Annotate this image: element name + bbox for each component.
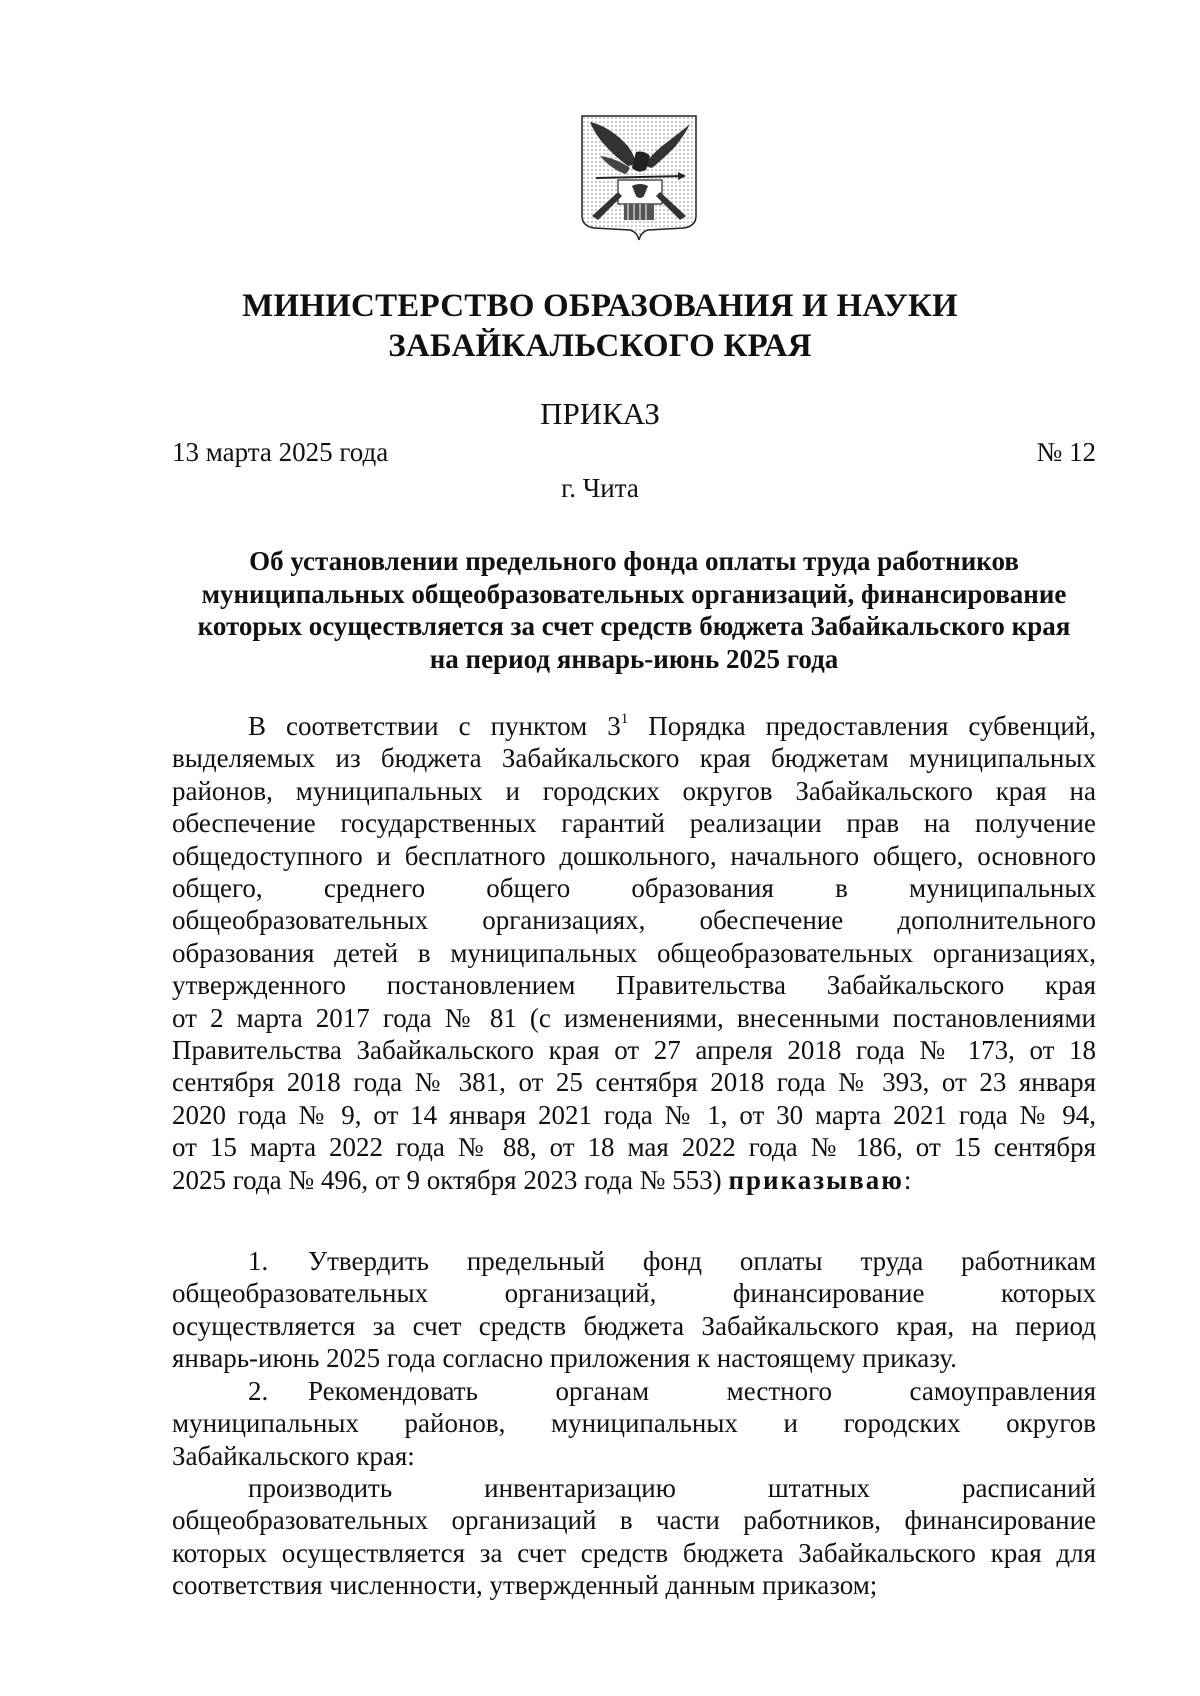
title-line: на период январь-июнь 2025 года <box>429 643 839 674</box>
preamble-line: сентября 2018 года № 381, от 25 сентября 2018 года № 393, от 23 января <box>172 1067 1096 1098</box>
title-line: муниципальных общеобразовательных организаций, финансирование <box>201 578 1067 609</box>
title-line: Об установлении предельного фонда оплаты труда работников <box>249 546 1019 576</box>
document-number: № 12 <box>1036 437 1096 467</box>
sub-item-line: соответствия численности, утвержденный данным приказом; <box>172 1570 878 1601</box>
preamble-line: общедоступного и бесплатного дошкольного, начального общего, основного <box>172 840 1096 871</box>
order-sub-item <box>172 1472 1096 1602</box>
order-item-2 <box>172 1375 1096 1472</box>
item-line: январь-июнь 2025 года согласно приложения к настоящему приказу. <box>172 1343 957 1374</box>
item-line: Забайкальского края: <box>172 1440 415 1471</box>
preamble-line: выделяемых из бюджета Забайкальского края бюджетам муниципальных <box>172 743 1096 774</box>
preamble-text: В соответствии с пунктом 3 <box>248 711 621 741</box>
preamble-line: утвержденного постановлением Правительства Забайкальского края <box>172 970 1096 1001</box>
ministry-name-line1: МИНИСТЕРСТВО ОБРАЗОВАНИЯ И НАУКИ <box>242 288 958 324</box>
item-number: 2. <box>248 1376 269 1406</box>
order-keyword: приказываю <box>728 1164 904 1195</box>
document-title <box>172 545 1096 675</box>
preamble-line: образования детей в муниципальных общеобразовательных организациях, <box>172 937 1096 968</box>
item-line: муниципальных районов, муниципальных и городских округов <box>172 1408 1096 1439</box>
preamble-text: Порядка предоставления субвенций, <box>628 711 1096 741</box>
preamble-line: от 15 марта 2022 года № 88, от 18 мая 2022 года № 186, от 15 сентября <box>172 1132 1096 1163</box>
ministry-name-line2: ЗАБАЙКАЛЬСКОГО КРАЯ <box>388 328 812 364</box>
superscript: 1 <box>620 711 629 727</box>
preamble-line: общеобразовательных организациях, обеспечение дополнительного <box>172 905 1096 936</box>
item-text: Утвердить предельный фонд оплаты труда работникам <box>308 1246 1096 1276</box>
preamble-line <box>172 710 1096 742</box>
title-line: которых осуществляется за счет средств бюджета Забайкальского края <box>197 611 1071 641</box>
item-line <box>172 1375 1096 1407</box>
preamble-line: районов, муниципальных и городских округов Забайкальского края на <box>172 775 1096 806</box>
document-date: 13 марта 2025 года <box>172 437 389 467</box>
preamble-line: 2020 года № 9, от 14 января 2021 года № 1, от 30 марта 2021 года № 94, <box>172 1099 1096 1130</box>
preamble-text: 2025 года № 496, от 9 октября 2023 года № 553) <box>172 1164 729 1195</box>
sub-item-line: производить инвентаризацию штатных расписаний <box>248 1473 1096 1503</box>
item-line <box>172 1245 1096 1277</box>
preamble-line: обеспечение государственных гарантий реализации прав на получение <box>172 808 1096 839</box>
sub-item-line: которых осуществляется за счет средств бюджета Забайкальского края для <box>172 1537 1096 1568</box>
preamble-line: от 2 марта 2017 года № 81 (с изменениями, внесенными постановлениями <box>172 1002 1096 1033</box>
preamble-text: : <box>903 1164 912 1195</box>
coat-of-arms-icon <box>578 112 700 244</box>
document-city: г. Чита <box>561 473 639 503</box>
preamble-line: Правительства Забайкальского края от 27 апреля 2018 года № 173, от 18 <box>172 1035 1096 1066</box>
item-line: осуществляется за счет средств бюджета Забайкальского края, на период <box>172 1310 1096 1341</box>
item-number: 1. <box>248 1246 269 1276</box>
order-item-1 <box>172 1245 1096 1375</box>
sub-item-line: общеобразовательных организаций в части работников, финансирование <box>172 1505 1096 1536</box>
document-type: ПРИКАЗ <box>540 396 660 431</box>
preamble-line: общего, среднего общего образования в муниципальных <box>172 873 1096 904</box>
preamble-line <box>172 1164 1096 1196</box>
item-line: общеобразовательных организаций, финансирование которых <box>172 1278 1096 1309</box>
preamble-paragraph <box>172 710 1096 1196</box>
item-text: Рекомендовать органам местного самоуправления <box>308 1376 1096 1406</box>
